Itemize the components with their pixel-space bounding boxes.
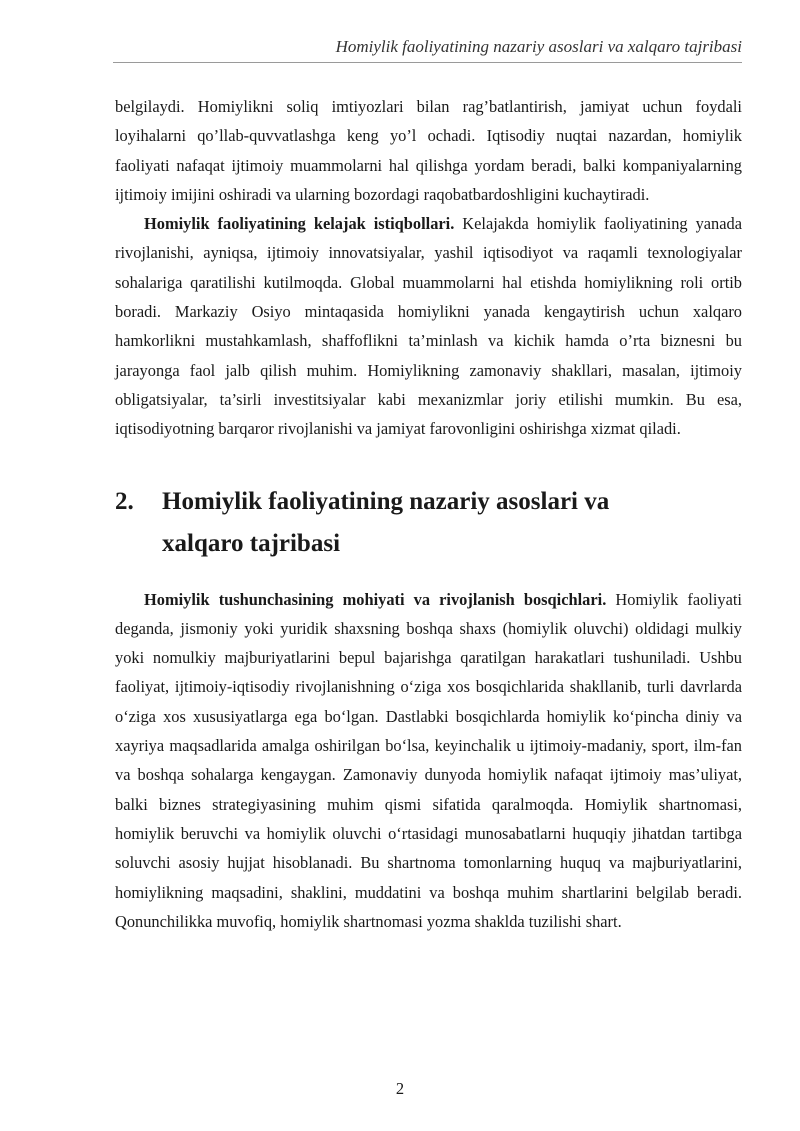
running-header-title: Homiylik faoliyatining nazariy asoslari va xalqaro tajribasi [335,37,742,56]
page-body [115,92,742,936]
paragraph-future-prospects [115,209,742,443]
paragraph-tax-incentives: belgilaydi. Homiylikni soliq imtiyozlari bilan rag’batlantirish, jamiyat uchun foydali loyihalarni qo’llab-quvvatlashga keng yo’l ochadi. Iqtisodiy nuqtai nazardan, homiylik faoliyati nafaqat ijtimoiy muammolarni hal qilishga yordam beradi, balki kompaniyalarning ijtimoiy imijini oshiradi va ularning bozordagi raqobatbardoshligini kuchaytiradi. [115,97,742,204]
page-number: 2 [395,1079,405,1098]
paragraph-body-future-prospects: Kelajakda homiylik faoliyatining yanada rivojlanishi, ayniqsa, ijtimoiy innovatsiyalar, yashil iqtisodiyot va raqamli texnologiyalar sohalariga qaratilishi kutilmoqda. Global muammolarni hal etishda homiylikning roli ortib boradi. Markaziy Osiyo mintaqasida homiylikni yanada kengaytirish uchun xalqaro hamkorlikni mustahkamlash, shaffoflikni ta’minlash va kichik hamda o’rta biznesni bu jarayonga faol jalb qilish muhim. Homiylikning zamonaviy shakllari, masalan, ijtimoiy obligatsiyalar, ta’sirli investitsiyalar kabi mexanizmlar joriy etilishi mumkin. Bu esa, iqtisodiyotning barqaror rivojlanishi va jamiyat farovonligini oshirishga xizmat qiladi. [115,214,742,439]
paragraph-sponsorship-concept [115,585,742,937]
running-header [113,36,742,63]
paragraph-lead-future-prospects: Homiylik faoliyatining kelajak istiqbollari. [144,214,455,234]
paragraph-body-sponsorship-concept: Homiylik faoliyati deganda, jismoniy yoki yuridik shaxsning boshqa shaxs (homiylik oluvchi) oldidagi mulkiy yoki nomulkiy majburiyatlarini bepul bajarishga qaratilgan harakatlari tushuniladi. Ushbu faoliyat, ijtimoiy-iqtisodiy rivojlanishning oʻziga xos bosqichlarida shakllanib, turli davrlarda oʻziga xos xususiyatlarga ega boʻlgan. Dastlabki bosqichlarda homiylik koʻpincha diniy va xayriya maqsadlarida amalga oshirilgan boʻlsa, keyinchalik u ijtimoiy-madaniy, sport, ilm-fan va boshqa sohalarga kengaygan. Zamonaviy dunyoda homiylik nafaqat ijtimoiy mas’uliyat, balki biznes strategiyasining muhim qismi sifatida qaralmoqda. Homiylik shartnomasi, homiylik beruvchi va homiylik oluvchi oʻrtasidagi munosabatlarni huquqiy jihatdan tartibga soluvchi asosiy hujjat hisoblanadi. Bu shartnoma tomonlarning huquq va majburiyatlarini, homiylikning maqsadini, shaklini, muddatini va boshqa muhim shartlarini belgilab beradi. Qonunchilikka muvofiq, homiylik shartnomasi yozma shaklda tuzilishi shart. [115,589,742,931]
section-title: Homiylik faoliyatining nazariy asoslari va xalqaro tajribasi [162,487,610,557]
section-number: 2. [115,487,134,515]
section-heading [115,481,742,565]
paragraph-lead-sponsorship-concept: Homiylik tushunchasining mohiyati va rivojlanish bosqichlari. [144,589,607,609]
